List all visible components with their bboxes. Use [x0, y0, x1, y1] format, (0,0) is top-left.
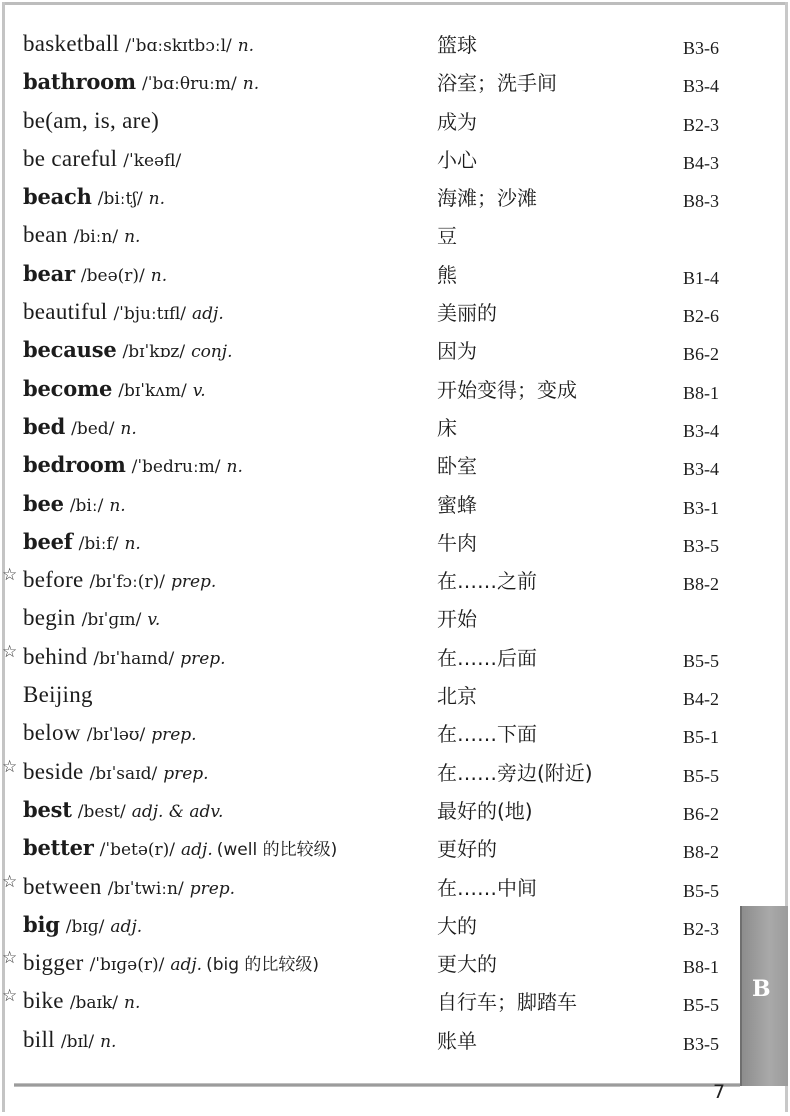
lesson-reference: B4-2: [683, 689, 719, 710]
chinese-meaning: 在……下面: [437, 722, 537, 747]
lesson-reference: B8-1: [683, 957, 719, 978]
lesson-reference: B8-2: [683, 842, 719, 863]
lesson-reference: B3-4: [683, 459, 719, 480]
part-of-speech: adj.: [181, 840, 213, 861]
word-entry: [0, 755, 790, 793]
chinese-meaning: 在……后面: [437, 645, 537, 670]
phonetic: /bɪˈkʌm/: [118, 380, 187, 401]
lesson-reference: B4-3: [683, 152, 719, 173]
headword: be careful: [23, 145, 118, 171]
word-entry: [0, 1023, 790, 1061]
headword: become: [23, 375, 113, 401]
part-of-speech: prep.: [189, 878, 236, 899]
part-of-speech: n.: [148, 189, 166, 210]
headword: bean: [23, 222, 68, 248]
word-entry: [0, 295, 790, 333]
word-entry: [0, 525, 790, 563]
chinese-meaning: 更好的: [437, 837, 497, 862]
phonetic: /beə(r)/: [80, 265, 145, 286]
phonetic: /bɪˈtwiːn/: [107, 878, 184, 899]
chinese-meaning: 海滩；沙滩: [437, 186, 537, 211]
headword: bear: [23, 260, 75, 286]
chinese-meaning: 在……中间: [437, 875, 537, 900]
headword: begin: [23, 605, 76, 631]
chinese-meaning: 开始变得；变成: [437, 377, 577, 402]
star-mark-icon: ☆: [2, 641, 18, 662]
phonetic: /ˈbetə(r)/: [99, 840, 176, 861]
phonetic: /ˈbedruːm/: [131, 457, 221, 478]
word-list: [0, 27, 790, 1061]
phonetic: /ˈkeəfl/: [123, 150, 182, 171]
part-of-speech: n.: [124, 227, 141, 248]
entry-headword-line: [23, 678, 93, 713]
word-entry: [0, 65, 790, 103]
chinese-meaning: 浴室；洗手间: [437, 71, 557, 96]
part-of-speech: adj.: [192, 304, 224, 325]
lesson-reference: B6-2: [683, 803, 719, 824]
phonetic: /bɪˈsaɪd/: [89, 763, 158, 784]
part-of-speech: prep.: [151, 725, 197, 746]
chinese-meaning: 最好的(地): [437, 798, 533, 823]
part-of-speech: n.: [109, 495, 126, 516]
phonetic: /ˈbɑːskɪtbɔːl/: [125, 36, 232, 56]
entry-headword-line: [23, 448, 243, 484]
phonetic: /ˈbjuːtɪfl/: [113, 304, 187, 325]
lesson-reference: B3-4: [683, 420, 719, 441]
part-of-speech: adj.: [110, 916, 143, 937]
word-entry: [0, 180, 790, 218]
headword: bathroom: [23, 69, 136, 95]
lesson-reference: B8-3: [683, 191, 719, 212]
part-of-speech: prep.: [180, 648, 226, 669]
lesson-reference: B5-5: [683, 650, 719, 671]
part-of-speech: adj.: [170, 955, 203, 976]
section-letter: B: [752, 976, 771, 1002]
chinese-meaning: 卧室: [437, 454, 477, 479]
headword: before: [23, 567, 84, 593]
entry-headword-line: [23, 295, 224, 331]
phonetic: /bɪˈkɒz/: [122, 342, 186, 363]
phonetic: /biːn/: [73, 227, 119, 248]
word-entry: [0, 218, 790, 256]
entry-headword-line: [23, 410, 137, 446]
lesson-reference: B5-5: [683, 765, 719, 786]
entry-headword-line: [23, 65, 259, 101]
word-entry: [0, 487, 790, 525]
headword: bee: [23, 490, 64, 516]
phonetic: /biːtʃ/: [97, 189, 143, 210]
headword: because: [23, 337, 117, 363]
headword: behind: [23, 643, 88, 669]
part-of-speech: n.: [124, 993, 141, 1014]
word-entry: [0, 142, 790, 180]
part-of-speech: adj. & adv.: [131, 801, 224, 822]
star-mark-icon: ☆: [2, 756, 18, 777]
entry-headword-line: [23, 946, 319, 982]
word-entry: [0, 908, 790, 946]
word-entry: [0, 984, 790, 1022]
lesson-reference: B8-2: [683, 574, 719, 595]
star-mark-icon: ☆: [2, 986, 18, 1007]
headword: between: [23, 873, 102, 899]
lesson-reference: B3-4: [683, 76, 719, 97]
phonetic: /bɪˈləʊ/: [86, 725, 146, 746]
entry-headword-line: [23, 984, 140, 1020]
phonetic: /bɪˈɡɪn/: [81, 610, 142, 631]
word-entry: [0, 410, 790, 448]
headword: below: [23, 720, 81, 746]
phonetic: /biːf/: [78, 533, 119, 554]
part-of-speech: prep.: [163, 763, 209, 784]
entry-headword-line: [23, 487, 126, 523]
headword: best: [23, 796, 72, 822]
lesson-reference: B5-5: [683, 995, 719, 1016]
chinese-meaning: 更大的: [437, 952, 497, 977]
chinese-meaning: 在……旁边(附近): [437, 760, 593, 785]
headword: beautiful: [23, 299, 108, 325]
word-entry: [0, 678, 790, 716]
grammar-note: (big 的比较级): [206, 955, 320, 976]
word-entry: [0, 448, 790, 486]
entry-headword-line: [23, 27, 254, 63]
part-of-speech: conj.: [191, 342, 233, 363]
part-of-speech: n.: [242, 74, 260, 95]
lesson-reference: B3-1: [683, 497, 719, 518]
phonetic: /bɪl/: [60, 1031, 95, 1052]
page-number: 7: [713, 1081, 726, 1103]
chinese-meaning: 床: [437, 415, 457, 440]
entry-headword-line: [23, 257, 167, 293]
word-entry: [0, 27, 790, 65]
star-mark-icon: ☆: [2, 871, 18, 892]
grammar-note: (well 的比较级): [216, 840, 338, 861]
word-entry: [0, 601, 790, 639]
lesson-reference: B2-3: [683, 114, 719, 135]
chinese-meaning: 牛肉: [437, 530, 477, 555]
word-entry: [0, 793, 790, 831]
part-of-speech: n.: [120, 418, 137, 439]
phonetic: /bed/: [71, 418, 115, 439]
entry-headword-line: [23, 372, 206, 408]
headword: Beijing: [23, 682, 93, 708]
chinese-meaning: 北京: [437, 684, 477, 709]
phonetic: /biː/: [69, 495, 104, 516]
entry-headword-line: [23, 104, 159, 139]
chinese-meaning: 小心: [437, 147, 477, 172]
entry-headword-line: [23, 908, 142, 944]
lesson-reference: B3-6: [683, 38, 719, 58]
phonetic: /ˈbɑːθruːm/: [141, 74, 237, 95]
lesson-reference: B1-4: [683, 267, 719, 288]
word-entry: [0, 333, 790, 371]
word-entry: [0, 372, 790, 410]
headword: bed: [23, 413, 66, 439]
word-entry: [0, 104, 790, 142]
star-mark-icon: ☆: [2, 948, 18, 969]
entry-headword-line: [23, 870, 235, 906]
phonetic: /best/: [77, 801, 126, 822]
entry-headword-line: [23, 1023, 116, 1059]
entry-headword-line: [23, 755, 209, 791]
chinese-meaning: 大的: [437, 913, 477, 938]
entry-headword-line: [23, 525, 141, 561]
word-entry: [0, 563, 790, 601]
headword: bike: [23, 988, 64, 1014]
word-entry: [0, 946, 790, 984]
part-of-speech: v.: [147, 610, 161, 631]
headword: beside: [23, 758, 84, 784]
word-entry: [0, 716, 790, 754]
headword: bedroom: [23, 452, 126, 478]
chinese-meaning: 账单: [437, 1028, 477, 1053]
part-of-speech: n.: [226, 457, 243, 478]
part-of-speech: n.: [237, 36, 255, 56]
phonetic: /bɪɡ/: [65, 916, 105, 937]
headword: beef: [23, 528, 73, 554]
word-entry: [0, 870, 790, 908]
lesson-reference: B6-2: [683, 344, 719, 365]
phonetic: /bɪˈhaɪnd/: [93, 648, 175, 669]
chinese-meaning: 开始: [437, 607, 477, 632]
entry-headword-line: [23, 333, 232, 369]
word-entry: [0, 640, 790, 678]
phonetic: /bɪˈfɔː(r)/: [89, 572, 165, 593]
entry-headword-line: [23, 716, 197, 752]
entry-headword-line: [23, 601, 160, 637]
bottom-rule: [14, 1083, 740, 1087]
chinese-meaning: 自行车；脚踏车: [437, 990, 577, 1015]
part-of-speech: n.: [150, 265, 168, 286]
lesson-reference: B2-3: [683, 918, 719, 939]
entry-headword-line: [23, 180, 165, 216]
lesson-reference: B3-5: [683, 535, 719, 556]
headword: bigger: [23, 950, 84, 976]
entry-headword-line: [23, 142, 181, 178]
page-border-top: [2, 2, 788, 5]
chinese-meaning: 熊: [437, 262, 457, 287]
entry-headword-line: [23, 640, 226, 676]
headword: be(am, is, are): [23, 107, 160, 133]
part-of-speech: prep.: [170, 572, 217, 593]
lesson-reference: B5-5: [683, 880, 719, 901]
chinese-meaning: 蜜蜂: [437, 492, 477, 517]
part-of-speech: v.: [192, 380, 206, 401]
chinese-meaning: 美丽的: [437, 301, 497, 326]
headword: beach: [23, 184, 92, 210]
headword: better: [23, 835, 94, 861]
headword: big: [23, 911, 60, 937]
entry-headword-line: [23, 831, 337, 867]
star-mark-icon: ☆: [2, 565, 18, 586]
entry-headword-line: [23, 793, 223, 829]
phonetic: /baɪk/: [69, 993, 119, 1014]
word-entry: [0, 831, 790, 869]
chinese-meaning: 因为: [437, 339, 477, 364]
entry-headword-line: [23, 563, 216, 599]
entry-headword-line: [23, 218, 140, 254]
lesson-reference: B2-6: [683, 306, 719, 327]
part-of-speech: n.: [100, 1031, 117, 1052]
chinese-meaning: 成为: [437, 109, 477, 134]
lesson-reference: B8-1: [683, 382, 719, 403]
part-of-speech: n.: [124, 533, 141, 554]
chinese-meaning: 在……之前: [437, 569, 537, 594]
headword: basketball: [23, 31, 120, 56]
phonetic: /ˈbɪɡə(r)/: [89, 955, 165, 976]
lesson-reference: B3-5: [683, 1033, 719, 1054]
lesson-reference: B5-1: [683, 727, 719, 748]
chinese-meaning: 豆: [437, 224, 457, 249]
chinese-meaning: 篮球: [437, 33, 477, 57]
headword: bill: [23, 1026, 55, 1052]
word-entry: [0, 257, 790, 295]
